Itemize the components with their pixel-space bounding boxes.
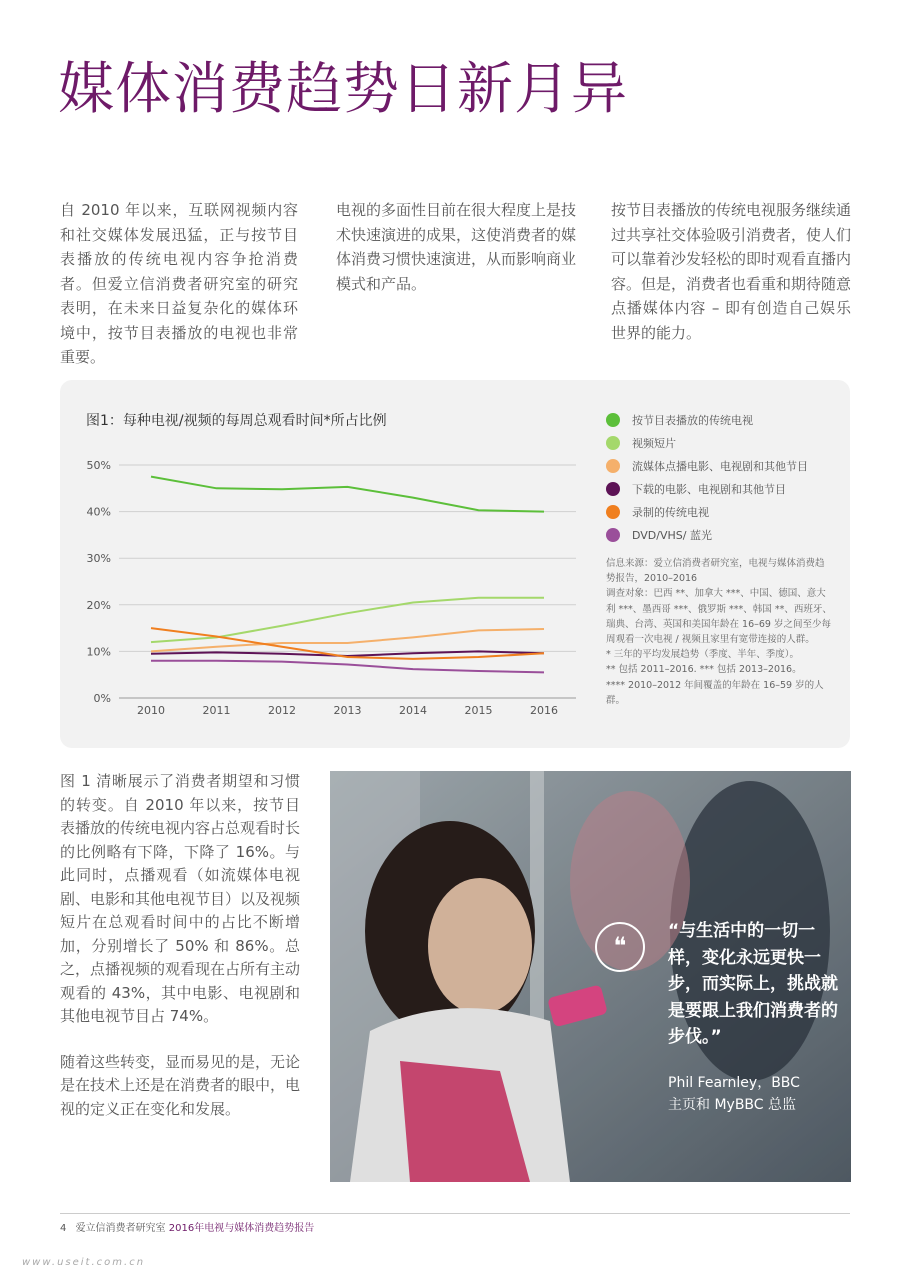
legend-swatch-icon — [606, 459, 620, 473]
line-chart — [74, 450, 584, 728]
y-tick-label: 50% — [86, 459, 111, 472]
page-footer — [60, 1219, 314, 1234]
source-line: 信息来源：爱立信消费者研究室，电视与媒体消费趋势报告，2010–2016 — [606, 558, 825, 585]
legend-swatch-icon — [606, 482, 620, 496]
chart-legend — [606, 408, 846, 546]
quote-author-name: Phil Fearnley，BBC — [668, 1075, 800, 1091]
legend-item — [606, 523, 846, 546]
series-line — [151, 651, 544, 656]
y-tick-label: 10% — [86, 645, 111, 659]
intro-column-2: 电视的多面性目前在很大程度上是技术快速演进的成果，这使消费者的媒体消费习惯快速演进，从而影响商业模式和产品。 — [336, 201, 577, 293]
intro-column-3: 按节目表播放的传统电视服务继续通过共享社交体验吸引消费者，使人们可以靠着沙发轻松的即时观看直播内容。但是，消费者也看重和期待随意点播媒体内容 – 即有创造自己娱乐世界的能力。 — [611, 201, 852, 342]
page-number: 4 — [60, 1223, 67, 1234]
quote-author — [668, 1072, 848, 1116]
body-text — [60, 770, 300, 1121]
legend-label: 流媒体点播电影、电视剧和其他节目 — [632, 459, 808, 473]
series-line — [151, 629, 544, 651]
legend-item — [606, 431, 846, 454]
figure-title: 图1：每种电视/视频的每周总观看时间*所占比例 — [86, 413, 387, 429]
pull-quote: “与生活中的一切一样，变化永远更快一步，而实际上，挑战就是要跟上我们消费者的步伐。” — [668, 921, 838, 1047]
x-tick-label: 2015 — [464, 704, 493, 717]
source-line: * 三年的平均发展趋势（季度、半年、季度）。 — [606, 649, 800, 661]
x-tick-label: 2013 — [333, 704, 362, 717]
legend-label: 下载的电影、电视剧和其他节目 — [632, 482, 786, 496]
watermark: www.useit.com.cn — [22, 1257, 146, 1268]
legend-item — [606, 477, 846, 500]
y-tick-label: 30% — [86, 552, 111, 566]
series-line — [151, 661, 544, 673]
source-line: **** 2010–2012 年间覆盖的年龄在 16–59 岁的人群。 — [606, 679, 824, 706]
footer-report-title: 2016年电视与媒体消费趋势报告 — [168, 1223, 315, 1234]
legend-swatch-icon — [606, 528, 620, 542]
y-tick-label: 0% — [93, 692, 111, 705]
x-tick-label: 2012 — [268, 704, 296, 717]
body-paragraph-2: 随着这些转变，显而易见的是，无论是在技术上还是在消费者的眼中，电视的定义正在变化和发展。 — [60, 1052, 301, 1118]
footer-org: 爱立信消费者研究室 — [75, 1223, 166, 1234]
x-tick-label: 2010 — [137, 704, 165, 717]
x-tick-label: 2014 — [399, 704, 427, 717]
legend-swatch-icon — [606, 413, 620, 427]
source-line: 调查对象：巴西 **、加拿大 ***、中国、德国、意大利 ***、墨西哥 ***、俄罗斯 ***、韩国 **、西班牙、瑞典、台湾、英国和美国年龄在 16–69 岁之间至少每周观看一次电视 / 视频且家里有宽带连接的人群。 — [606, 588, 832, 646]
y-tick-label: 20% — [86, 598, 111, 612]
x-tick-label: 2016 — [530, 704, 558, 717]
legend-item — [606, 454, 846, 477]
legend-swatch-icon — [606, 505, 620, 519]
legend-label: 视频短片 — [632, 436, 676, 450]
quote-icon: ❝ — [595, 922, 645, 972]
legend-label: 按节目表播放的传统电视 — [632, 413, 753, 427]
legend-item — [606, 408, 846, 431]
footer-divider — [60, 1213, 850, 1214]
figure-source — [606, 556, 832, 708]
series-line — [151, 477, 544, 512]
page-title: 媒体消费趋势日新月异 — [58, 57, 628, 122]
y-tick-label: 40% — [86, 505, 111, 519]
legend-swatch-icon — [606, 436, 620, 450]
quote-author-role: 主页和 MyBBC 总监 — [668, 1097, 797, 1113]
intro-column-1: 自 2010 年以来，互联网视频内容和社交媒体发展迅猛，正与按节目表播放的传统电视内容争抢消费者。但爱立信消费者研究室的研究表明，在未来日益复杂化的媒体环境中，按节目表播放的电视也非常重要。 — [60, 201, 298, 366]
x-tick-label: 2011 — [202, 704, 231, 717]
legend-item — [606, 500, 846, 523]
source-line: ** 包括 2011–2016. *** 包括 2013–2016。 — [606, 664, 802, 676]
legend-label: DVD/VHS/ 蓝光 — [632, 528, 712, 542]
body-paragraph-1: 图 1 清晰展示了消费者期望和习惯的转变。自 2010 年以来，按节目表播放的传统电视内容占总观看时长的比例略有下降，下降了 16%。与此同时，点播观看（如流媒体电视剧、电影和其他电视节目）以及视频短片在总观看时间中的占比不断增加，分别增长了 50% 和 86%。总之，点播视频的观看现在占所有主动观看的 43%，其中电影、电视剧和其他电视节目占 74%。 — [60, 772, 301, 1025]
legend-label: 录制的传统电视 — [632, 505, 709, 519]
